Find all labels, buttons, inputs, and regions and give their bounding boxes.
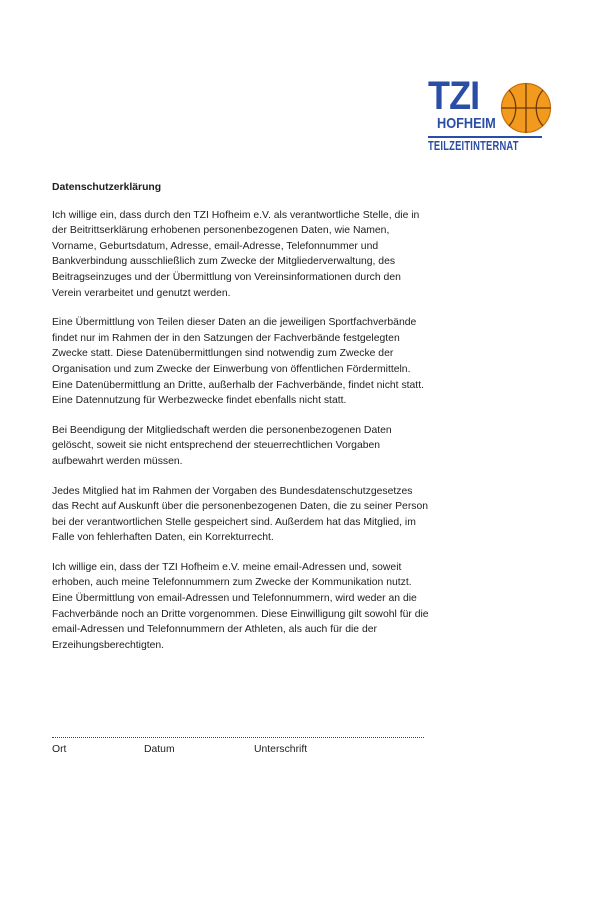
basketball-icon [500,82,552,134]
logo-tzi-text: TZI [428,74,480,118]
signature-line [52,737,424,738]
paragraph-rights: Jedes Mitglied hat im Rahmen der Vorgaben des Bundesdatenschutzgesetzes das Recht auf Auskunft über die personenbezogenen Daten, die zu seiner Person bei der verantwortlichen Stelle gespeichert sind. Außerdem hat das Mitglied, im Falle von fehlerhaften Daten, ein Korrekturrecht. [52,485,429,544]
paragraph-deletion: Bei Beendigung der Mitgliedschaft werden die personenbezogenen Daten gelöscht, soweit sie nicht entsprechend der steuerrechtlichen Vorgaben aufbewahrt werden müssen. [52,424,392,467]
date-label: Datum [144,744,175,755]
logo-hofheim-text: HOFHEIM [437,115,496,132]
logo-teilzeitinternat-text: TEILZEITINTERNAT [428,138,519,153]
paragraph-transfer: Eine Übermittlung von Teilen dieser Daten an die jeweiligen Sportfachverbände findet nur im Rahmen der in den Satzungen der Fachverbände festgelegten Zwecke statt. Diese Datenübermittlungen sind notwendig zum Zwecke der Organisation und zum Zwecke der Einwerbung von öffentlichen Fördermitteln. Eine Datenübermittlung an Dritte, außerhalb der Fachverbände, findet nicht statt. Eine Datennutzung für Werbezwecke findet ebenfalls nicht statt. [52,317,424,407]
place-label: Ort [52,744,67,755]
signature-label: Unterschrift [254,744,308,755]
tzi-hofheim-logo [428,76,550,160]
paragraph-consent: Ich willige ein, dass durch den TZI Hofheim e.V. als verantwortliche Stelle, die in der Beitrittserklärung erhobenen personenbezogenen Daten, wie Namen, Vorname, Geburtsdatum, Adresse, email-Adresse, Telefonnummer und Bankverbindung ausschließlich zum Zwecke der Mitgliederverwaltung, des Beitragseinzuges und der Übermittlung von Vereinsinformationen durch den Verein verarbeitet und genutzt werden. [52,209,420,299]
paragraph-communication: Ich willige ein, dass der TZI Hofheim e.V. meine email-Adressen und, soweit erhoben, auch meine Telefonnummern zum Zwecke der Kommunikation nutzt. Eine Übermittlung von email-Adressen und Telefonnummern, wird weder an die Fachverbände noch an Dritte vorgenommen. Diese Einwilligung gilt sowohl für die email-Adressen und Telefonnummern der Athleten, als auch für die der Erzeihungsberechtigten. [52,561,429,651]
privacy-statement [52,180,432,667]
document-heading: Datenschutzerklärung [52,182,162,193]
